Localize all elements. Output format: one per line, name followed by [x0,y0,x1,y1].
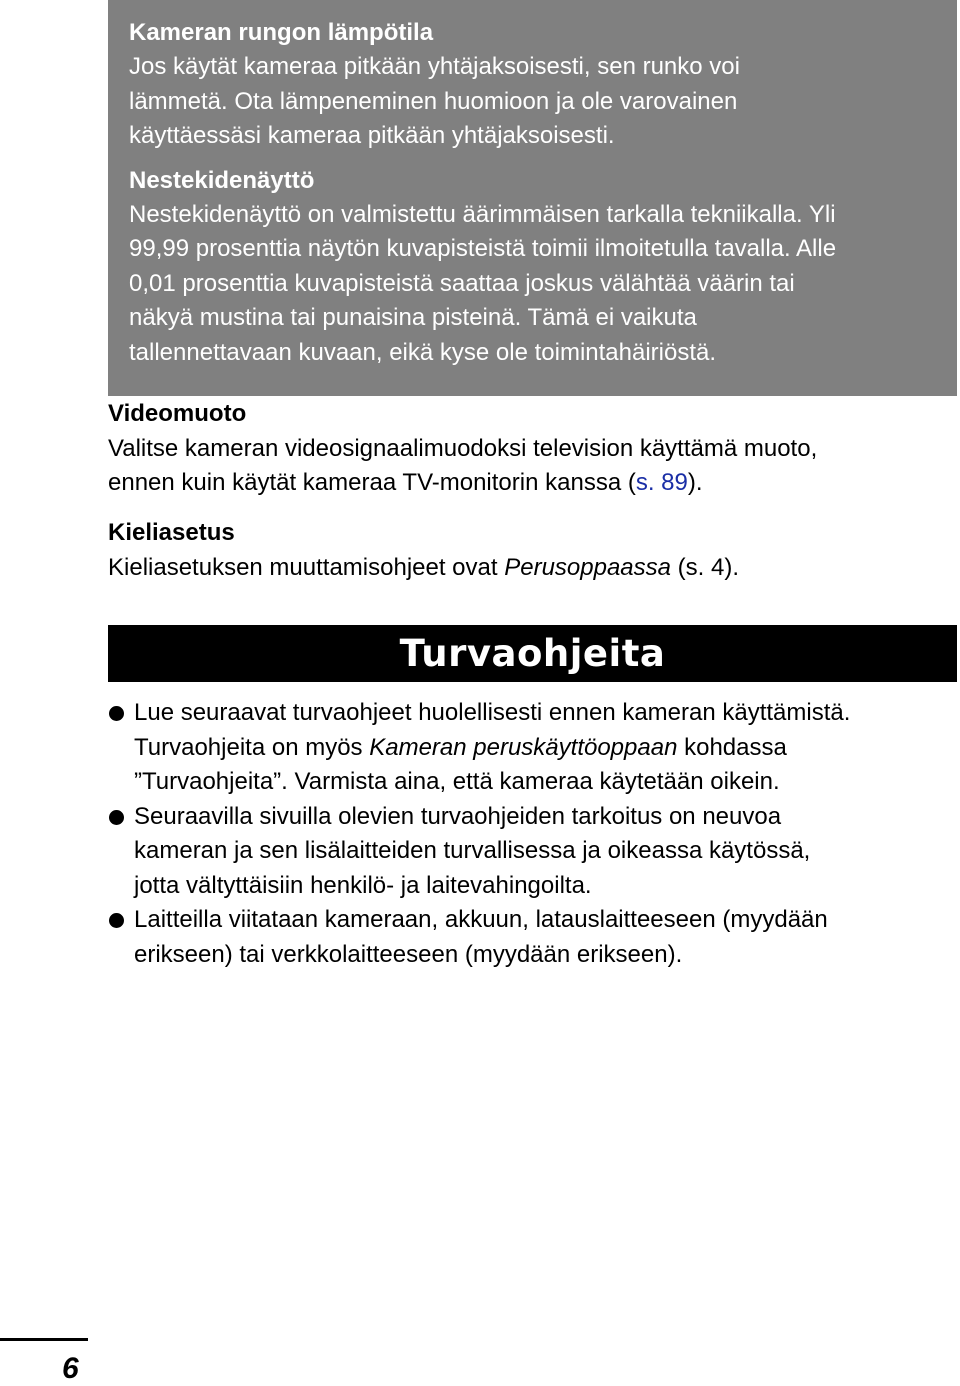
bullet-text-line: ”Turvaohjeita”. Varmista aina, että kameraa käytetään oikein. [134,768,780,795]
bullet-icon [109,810,124,825]
video-heading: Videomuoto [108,400,247,427]
spacer [129,154,949,164]
lcd-text-line: Nestekidenäyttö on valmistettu äärimmäisen tarkalla tekniikalla. Yli [129,200,836,228]
manual-title: Kameran peruskäyttöoppaan [369,733,678,761]
lcd-heading: Nestekidenäyttö [129,166,315,194]
temp-text-line: käyttäessäsi kameraa pitkään yhtäjaksoisesti. [129,122,615,149]
bullet-icon [109,913,124,928]
notice-box-content [129,16,949,370]
lcd-text-line: tallennettavaan kuvaan, eikä kyse ole toimintahäiriöstä. [129,338,717,366]
list-item [108,800,956,904]
bullet-text-line: erikseen) tai verkkolaitteeseen (myydään erikseen). [134,940,683,968]
bullet-text-fragment: Turvaohjeita on myös [134,733,370,761]
temp-text-line: lämmetä. Ota lämpeneminen huomioon ja ole varovainen [129,87,738,115]
language-text-fragment: (s. 4). [671,553,740,581]
bullet-icon [109,706,124,721]
temp-text-line: Jos käytät kameraa pitkään yhtäjaksoisesti, sen runko voi [129,53,740,80]
notice-box [108,0,957,396]
bullet-text-line: jotta vältyttäisiin henkilö- ja laitevahingoilta. [134,871,592,899]
page-number: 6 [62,1352,79,1385]
manual-title: Perusoppaassa [504,553,671,581]
bullet-text-line: Laitteilla viitataan kameraan, akkuun, latauslaitteeseen (myydään [134,906,828,933]
video-text-fragment: ). [687,469,703,496]
video-text-fragment: ennen kuin käytät kameraa TV-monitorin kanssa ( [108,469,636,496]
banner-title: Turvaohjeita [399,632,666,675]
language-section [108,516,948,585]
safety-bullet-list [108,696,956,972]
language-heading: Kieliasetus [108,519,235,546]
temp-heading: Kameran rungon lämpötila [129,19,434,46]
language-text-line [108,551,948,586]
bullet-text-line: kameran ja sen lisälaitteiden turvallisessa ja oikeassa käytössä, [134,837,811,864]
language-text-fragment: Kieliasetuksen muuttamisohjeet ovat [108,553,505,581]
bullet-text-fragment: kohdassa [677,733,787,761]
footer-rule [0,1338,88,1341]
lcd-text-line: näkyä mustina tai punaisina pisteinä. Tämä ei vaikuta [129,304,697,331]
list-item [108,696,956,800]
lcd-text-line: 0,01 prosenttia kuvapisteistä saattaa joskus välähtää väärin tai [129,269,795,297]
safety-banner [108,625,957,682]
video-text-line: Valitse kameran videosignaalimuodoksi television käyttämä muoto, [108,434,818,462]
list-item [108,903,956,972]
video-section [108,397,948,501]
bullet-text-line: Lue seuraavat turvaohjeet huolellisesti ennen kameran käyttämistä. [134,699,851,726]
bullet-text-line [134,731,956,766]
bullet-text-line: Seuraavilla sivuilla olevien turvaohjeiden tarkoitus on neuvoa [134,802,782,830]
page-reference-link[interactable]: s. 89 [635,469,688,496]
lcd-text-line: 99,99 prosenttia näytön kuvapisteistä toimii ilmoitetulla tavalla. Alle [129,235,837,262]
video-text-line [108,466,948,501]
